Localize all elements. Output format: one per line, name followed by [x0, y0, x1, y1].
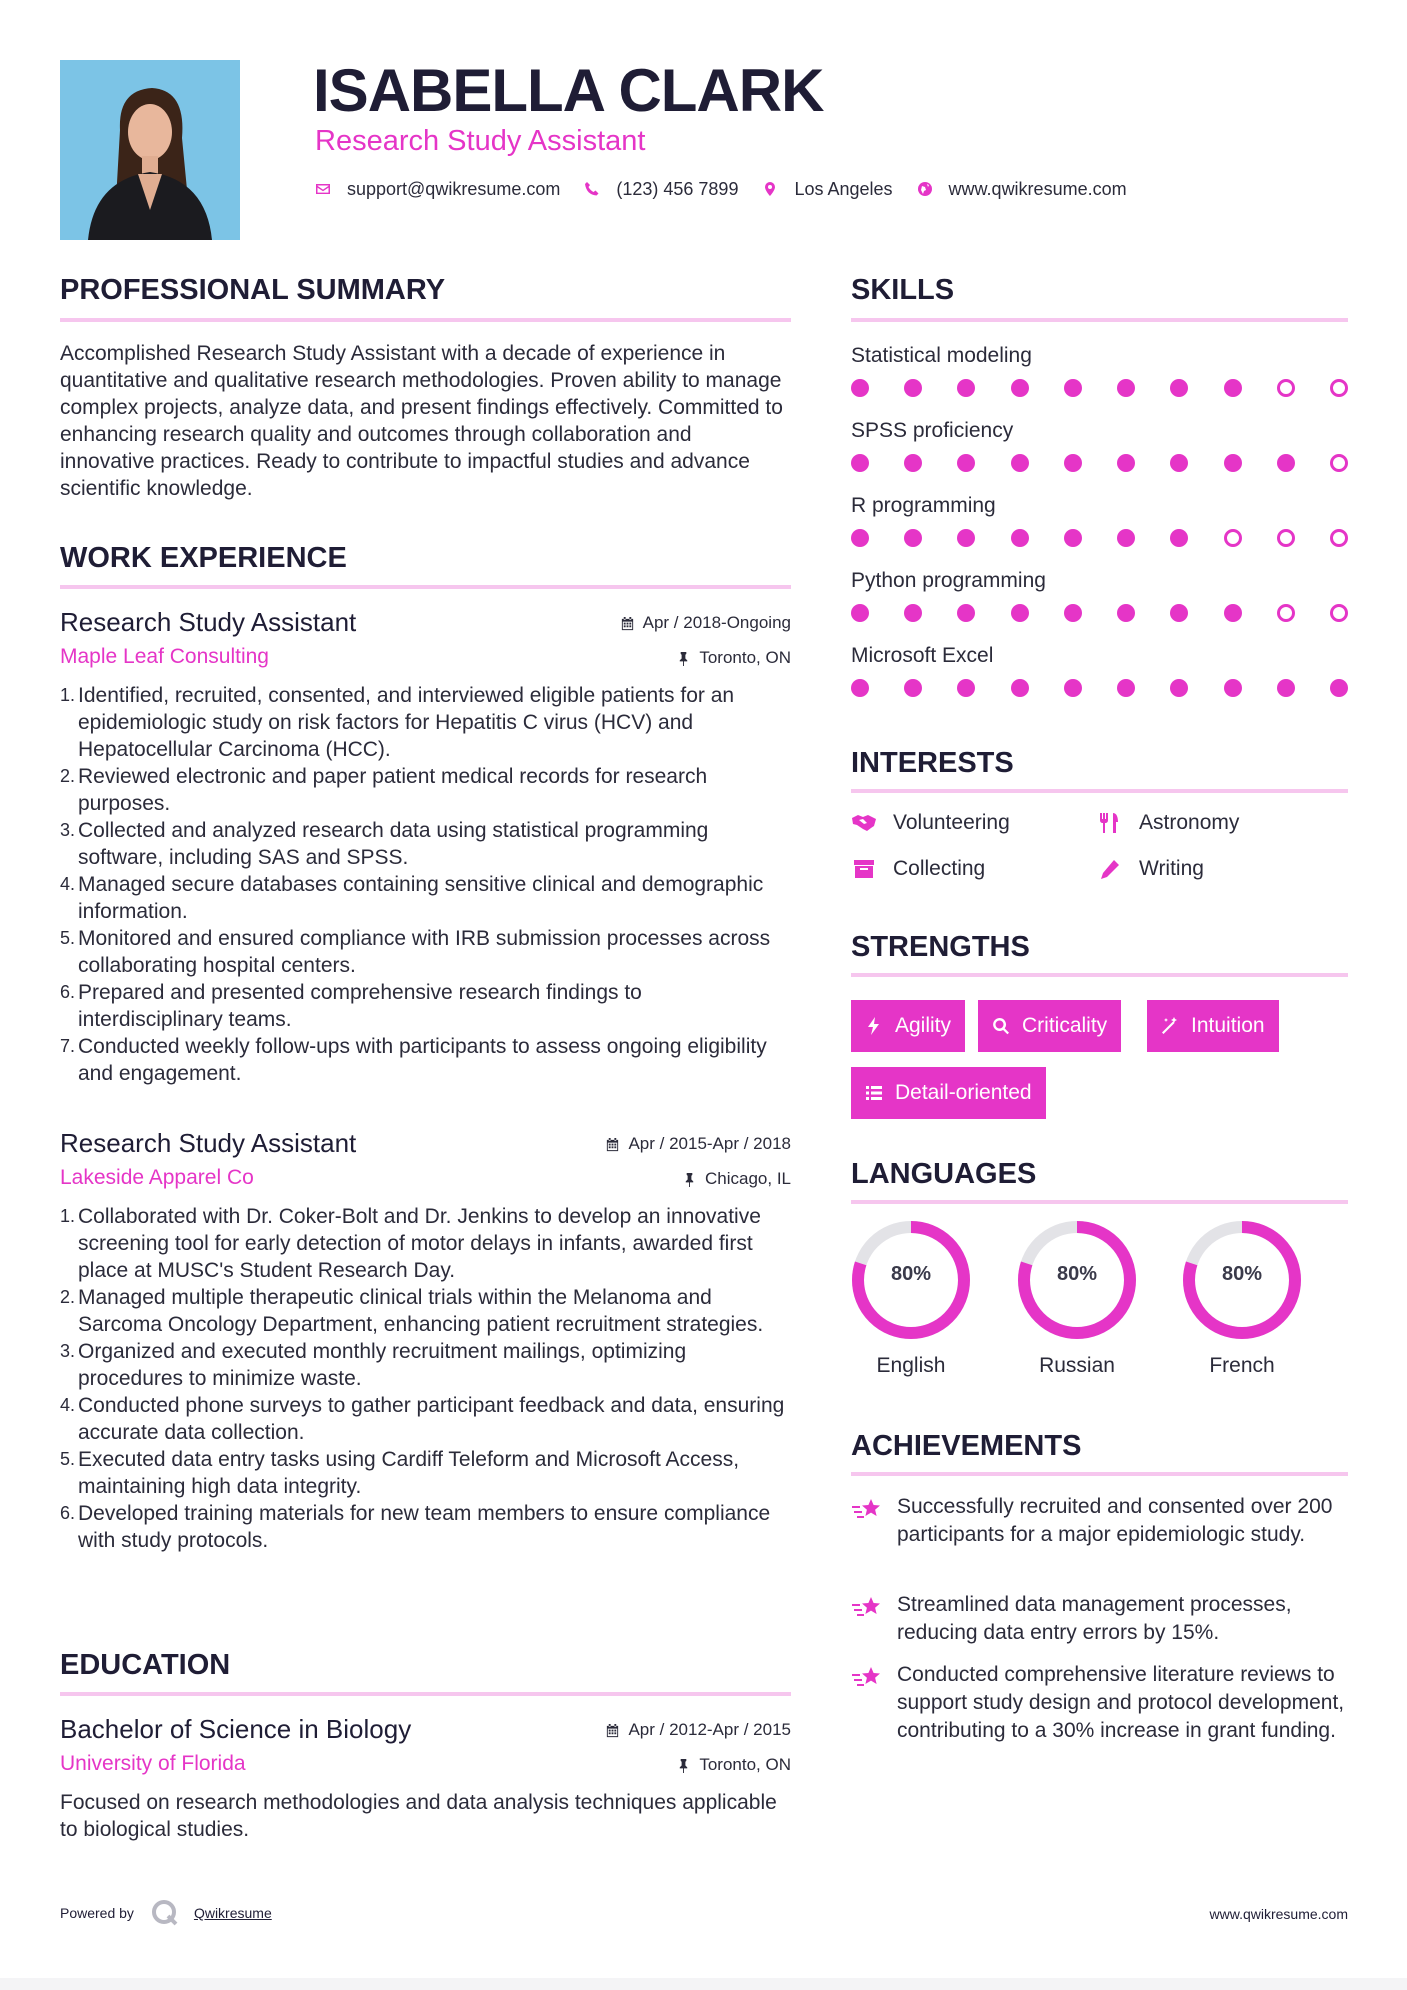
skill-rating [851, 604, 1348, 624]
skill-dot-filled [904, 379, 922, 397]
job-date-text: Apr / 2015-Apr / 2018 [628, 1134, 791, 1153]
envelope-icon [315, 181, 331, 197]
job-bullet: Reviewed electronic and paper patient medical records for research purposes. [78, 765, 708, 815]
skill-dot-filled [1170, 454, 1188, 472]
skill-dot-empty [1277, 529, 1295, 547]
map-pin-icon [762, 181, 778, 197]
language-item [1017, 1220, 1137, 1378]
job-bullet: Monitored and ensured compliance with IRB submission processes across collaborating hospital centers. [78, 927, 771, 977]
skill-dot-filled [1277, 454, 1295, 472]
skill-dot-filled [1117, 529, 1135, 547]
interest-label: Writing [1139, 857, 1204, 880]
language-percent: 80% [1221, 1263, 1263, 1285]
skill-dot-empty [1277, 379, 1295, 397]
skill-rating [851, 379, 1348, 399]
magic-wand-icon [1161, 1017, 1179, 1035]
achievement-item [851, 1661, 1348, 1745]
skill-dot-filled [1117, 679, 1135, 697]
skill-dot-filled [851, 454, 869, 472]
skill-dot-filled [957, 454, 975, 472]
interests-heading: INTERESTS [851, 747, 1014, 779]
job-bullet: Developed training materials for new team members to ensure compliance with study protocols. [78, 1502, 771, 1552]
skill-rating [851, 454, 1348, 474]
education-heading: EDUCATION [60, 1649, 231, 1681]
language-percent: 80% [1056, 1263, 1098, 1285]
experience-divider [60, 585, 791, 589]
job-header [60, 606, 791, 682]
language-name: Russian [1039, 1354, 1115, 1377]
list-icon [865, 1084, 883, 1102]
job-bullet: Conducted weekly follow-ups with participants to assess ongoing eligibility and engagement. [78, 1035, 767, 1085]
skill-dot-filled [904, 604, 922, 622]
strengths-heading: STRENGTHS [851, 931, 1030, 963]
footer-branding [60, 1898, 272, 1928]
strength-label: Criticality [1022, 1014, 1108, 1037]
contact-email-text: support@qwikresume.com [347, 178, 561, 199]
languages-divider [851, 1200, 1348, 1204]
skill-item [851, 343, 1348, 418]
education-degree: Bachelor of Science in Biology [60, 1714, 412, 1744]
powered-by-text: Powered by [60, 1905, 134, 1921]
skill-dot-filled [1064, 454, 1082, 472]
skills-list [851, 343, 1348, 723]
job-bullet: Collected and analyzed research data using statistical programming software, including SAS and SPSS. [78, 819, 709, 869]
job-location-text: Chicago, IL [705, 1169, 791, 1188]
skill-dot-filled [1064, 529, 1082, 547]
contact-website-text: www.qwikresume.com [948, 178, 1127, 199]
job-role: Research Study Assistant [60, 1128, 357, 1158]
job-bullet: Organized and executed monthly recruitment mailings, optimizing procedures to minimize waste. [78, 1340, 687, 1390]
shooting-star-icon [851, 1595, 883, 1621]
pushpin-icon [682, 1172, 697, 1187]
pencil-icon [1097, 858, 1123, 880]
education-header [60, 1713, 791, 1789]
achievement-text: Successfully recruited and consented over 200 participants for a major epidemiologic study. [897, 1495, 1333, 1546]
achievement-text: Conducted comprehensive literature reviews to support study design and protocol development, contributing to a 30% increase in grant funding. [897, 1663, 1345, 1742]
job-entry [60, 606, 791, 1087]
education-description: Focused on research methodologies and data analysis techniques applicable to biological studies. [60, 1791, 777, 1841]
interest-item [851, 810, 1010, 836]
contact-website[interactable] [917, 179, 1127, 200]
contact-phone[interactable] [584, 179, 738, 200]
experience-heading: WORK EXPERIENCE [60, 542, 347, 574]
skill-name: SPSS proficiency [851, 419, 1014, 442]
skill-dot-filled [1117, 604, 1135, 622]
candidate-name: ISABELLA CLARK [313, 57, 824, 124]
skill-dot-filled [1330, 679, 1348, 697]
skill-name: Python programming [851, 569, 1046, 592]
job-bullet: Prepared and presented comprehensive research findings to interdisciplinary teams. [78, 981, 642, 1031]
achievement-item [851, 1591, 1348, 1647]
job-date [620, 612, 791, 634]
job-company: Maple Leaf Consulting [60, 645, 269, 668]
skill-dot-empty [1330, 604, 1348, 622]
job-header [60, 1127, 791, 1203]
skill-item [851, 493, 1348, 568]
pushpin-icon [676, 651, 691, 666]
job-location-text: Toronto, ON [699, 648, 791, 667]
job-bullet: Conducted phone surveys to gather participant feedback and data, ensuring accurate data collection. [78, 1394, 785, 1444]
skill-item [851, 643, 1348, 718]
skill-dot-filled [904, 679, 922, 697]
job-location [682, 1168, 791, 1190]
skill-dot-filled [1170, 679, 1188, 697]
job-date [605, 1133, 791, 1155]
summary-heading: PROFESSIONAL SUMMARY [60, 274, 446, 306]
skill-dot-empty [1224, 529, 1242, 547]
job-bullet: Executed data entry tasks using Cardiff Teleform and Microsoft Access, maintaining high data integrity. [78, 1448, 740, 1498]
calendar-icon [605, 1137, 620, 1152]
interests-divider [851, 789, 1348, 793]
contact-email[interactable] [315, 179, 560, 200]
education-school: University of Florida [60, 1752, 246, 1775]
utensils-icon [1097, 812, 1123, 834]
skill-dot-filled [1117, 379, 1135, 397]
languages-list [851, 1220, 1348, 1390]
education-date [605, 1719, 791, 1741]
skill-dot-filled [1224, 454, 1242, 472]
skill-dot-filled [1224, 679, 1242, 697]
skill-dot-filled [1064, 679, 1082, 697]
skill-dot-filled [851, 604, 869, 622]
skill-dot-filled [957, 529, 975, 547]
skill-dot-empty [1330, 379, 1348, 397]
contact-phone-text: (123) 456 7899 [616, 178, 739, 199]
job-date-text: Apr / 2018-Ongoing [642, 613, 791, 632]
archive-box-icon [851, 858, 877, 880]
skill-dot-filled [1064, 379, 1082, 397]
skill-item [851, 568, 1348, 643]
skills-divider [851, 318, 1348, 322]
skill-dot-empty [1330, 454, 1348, 472]
achievements-divider [851, 1472, 1348, 1476]
page-bottom-bar [0, 1978, 1407, 1990]
summary-text: Accomplished Research Study Assistant with a decade of experience in quantitative and qualitative research methodologies. Proven ability to manage complex projects, analyze data, and present findings effectively. Committed to enhancing research quality and outcomes through collaboration and innovative practices. Ready to contribute to impactful studies and advance scientific knowledge. [60, 342, 783, 500]
skill-dot-filled [1170, 529, 1188, 547]
strength-tag [851, 1000, 965, 1052]
job-company: Lakeside Apparel Co [60, 1166, 254, 1189]
skill-dot-filled [1011, 679, 1029, 697]
skill-rating [851, 679, 1348, 699]
skill-dot-filled [851, 529, 869, 547]
education-date-text: Apr / 2012-Apr / 2015 [628, 1720, 791, 1739]
skill-dot-filled [957, 604, 975, 622]
candidate-title: Research Study Assistant [315, 125, 646, 157]
profile-photo [60, 60, 240, 240]
skill-dot-filled [1011, 454, 1029, 472]
skill-dot-filled [851, 379, 869, 397]
interest-item [1097, 810, 1239, 836]
shooting-star-icon [851, 1665, 883, 1691]
strengths-divider [851, 973, 1348, 977]
shooting-star-icon [851, 1497, 883, 1523]
skill-dot-filled [1224, 604, 1242, 622]
job-bullet: Identified, recruited, consented, and interviewed eligible patients for an epidemiologic study on risk factors for Hepatitis C virus (HCV) and Hepatocellular Carcinoma (HCC). [78, 684, 735, 761]
skill-dot-filled [1011, 604, 1029, 622]
skill-dot-filled [1277, 679, 1295, 697]
job-entry [60, 1127, 791, 1554]
skill-dot-filled [1011, 379, 1029, 397]
languages-heading: LANGUAGES [851, 1158, 1037, 1190]
calendar-icon [620, 616, 635, 631]
skill-dot-filled [904, 529, 922, 547]
qwikresume-logo-icon [150, 1898, 180, 1928]
job-bullets [60, 1203, 791, 1554]
education-location-text: Toronto, ON [699, 1755, 791, 1774]
contact-location-text: Los Angeles [794, 178, 893, 199]
skill-rating [851, 529, 1348, 549]
language-name: French [1209, 1354, 1275, 1377]
strength-label: Intuition [1191, 1014, 1265, 1037]
job-bullets [60, 682, 791, 1087]
pushpin-icon [676, 1758, 691, 1773]
globe-icon [917, 181, 933, 197]
strength-tag [1147, 1000, 1279, 1052]
skill-dot-filled [1117, 454, 1135, 472]
education-location [676, 1754, 791, 1776]
achievements-heading: ACHIEVEMENTS [851, 1430, 1082, 1462]
skill-item [851, 418, 1348, 493]
contact-bar [315, 176, 1151, 202]
calendar-icon [605, 1723, 620, 1738]
interest-item [1097, 856, 1204, 882]
achievement-text: Streamlined data management processes, reducing data entry errors by 15%. [897, 1593, 1292, 1644]
job-role: Research Study Assistant [60, 607, 357, 637]
achievement-item [851, 1493, 1348, 1549]
interest-item [851, 856, 985, 882]
job-location [676, 647, 791, 669]
contact-location [762, 179, 892, 200]
strength-tag [978, 1000, 1121, 1052]
skill-dot-filled [1224, 379, 1242, 397]
qwikresume-link[interactable]: Qwikresume [193, 1905, 272, 1921]
bolt-icon [865, 1017, 883, 1035]
skill-dot-filled [1170, 604, 1188, 622]
footer-website[interactable]: www.qwikresume.com [1209, 1906, 1348, 1922]
summary-divider [60, 318, 791, 322]
job-bullet: Managed secure databases containing sensitive clinical and demographic information. [78, 873, 764, 923]
skill-dot-empty [1277, 604, 1295, 622]
education-entry [60, 1713, 791, 1843]
interest-label: Collecting [893, 857, 986, 880]
skill-name: Microsoft Excel [851, 644, 994, 667]
skill-dot-filled [1170, 379, 1188, 397]
skill-dot-filled [957, 379, 975, 397]
search-icon [992, 1017, 1010, 1035]
strength-tag [851, 1067, 1046, 1119]
interest-label: Astronomy [1139, 811, 1240, 834]
job-bullet: Managed multiple therapeutic clinical trials within the Melanoma and Sarcoma Oncology Department, enhancing patient recruitment strategies. [78, 1286, 764, 1336]
strength-label: Agility [895, 1014, 952, 1037]
interest-label: Volunteering [893, 811, 1010, 834]
skill-dot-empty [1330, 529, 1348, 547]
skill-name: Statistical modeling [851, 344, 1032, 367]
job-bullet: Collaborated with Dr. Coker-Bolt and Dr. Jenkins to develop an innovative screening tool for early detection of motor delays in infants, awarded first place at MUSC's Student Research Day. [78, 1205, 761, 1282]
phone-icon [584, 181, 600, 197]
skill-dot-filled [1011, 529, 1029, 547]
strength-label: Detail-oriented [895, 1081, 1032, 1104]
skill-dot-filled [904, 454, 922, 472]
language-percent: 80% [890, 1263, 932, 1285]
skill-dot-filled [957, 679, 975, 697]
handshake-icon [851, 812, 877, 834]
skill-dot-filled [1064, 604, 1082, 622]
education-divider [60, 1692, 791, 1696]
skill-name: R programming [851, 494, 996, 517]
skills-heading: SKILLS [851, 274, 955, 306]
language-item [1182, 1220, 1302, 1378]
language-name: English [876, 1354, 946, 1377]
skill-dot-filled [851, 679, 869, 697]
language-item [851, 1220, 971, 1378]
